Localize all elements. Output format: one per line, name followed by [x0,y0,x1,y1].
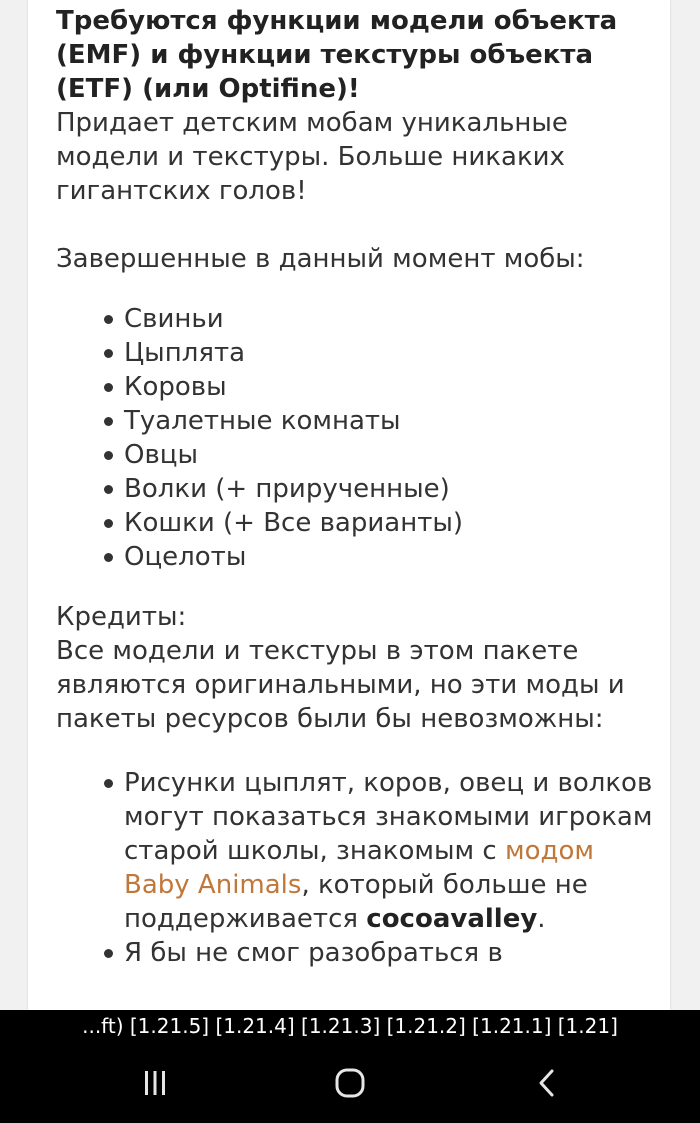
list-item: Коровы [124,370,656,404]
list-item: Оцелоты [124,540,656,574]
list-item: Свиньи [124,302,656,336]
list-item [124,766,656,936]
requirements-heading: Требуются функции модели объекта (EMF) и функции текстуры объекта (ETF) (или Optifine)! [56,6,618,104]
completed-mobs-label: Завершенные в данный момент мобы: [56,244,585,274]
credits-text: Все модели и текстуры в этом пакете являются оригинальными, но эти моды и пакеты ресурсов были бы невозможны: [56,636,625,734]
credit-text: Рисунки цыплят, коров, овец и волков могут показаться знакомыми игрокам старой школы, знакомым с [124,768,653,866]
author-name: cocoavalley [366,904,538,934]
list-item: Цыплята [124,336,656,370]
list-item: Овцы [124,438,656,472]
version-ticker: ...ft) [1.21.5] [1.21.4] [1.21.3] [1.21.2] [1.21.1] [1.21] [82,1014,618,1038]
list-item: Туалетные комнаты [124,404,656,438]
back-icon [532,1068,562,1098]
home-button[interactable] [320,1058,380,1108]
list-item: Я бы не смог разобраться в [124,936,656,970]
list-item: Волки (+ прирученные) [124,472,656,506]
back-button[interactable] [517,1058,577,1108]
article-body [56,4,656,970]
mobs-list [56,302,656,574]
credits-label: Кредиты: [56,602,187,632]
intro-text: Придает детским мобам уникальные модели и текстуры. Больше никаких гигантских голов! [56,108,568,206]
list-item: Кошки (+ Все варианты) [124,506,656,540]
credit-text: . [537,904,546,934]
spacer [56,574,656,600]
credits-list [56,766,656,970]
credit-text: , который больше не поддерживается [124,870,588,934]
recent-apps-button[interactable] [125,1058,185,1108]
recent-apps-icon [140,1068,170,1098]
home-icon [333,1066,367,1100]
spacer [56,208,656,242]
baby-animals-mod-link[interactable]: модом Baby Animals [124,836,595,900]
